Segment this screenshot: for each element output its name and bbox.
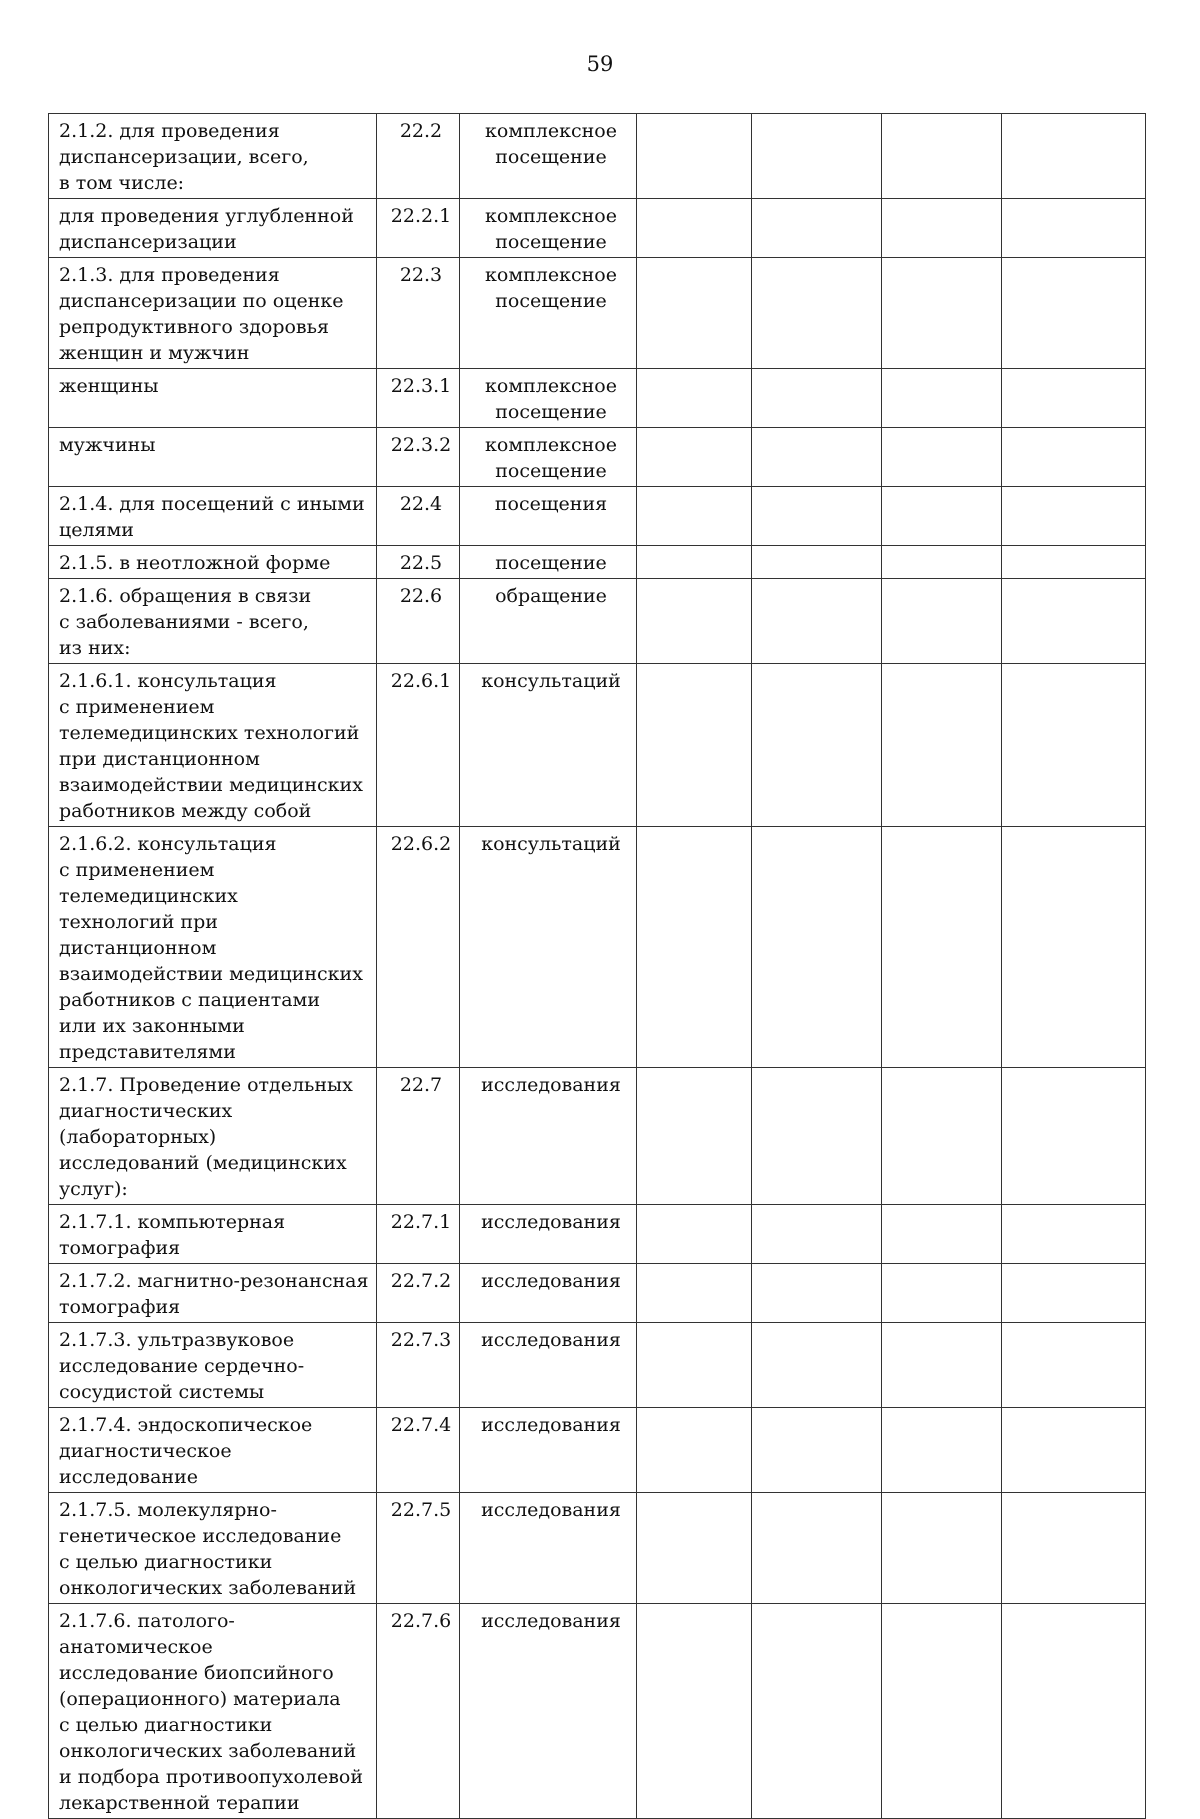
empty-value-cell — [752, 114, 882, 199]
empty-value-cell — [637, 369, 752, 428]
table-row — [49, 1068, 1146, 1205]
empty-value-cell — [637, 487, 752, 546]
name-cell: 2.1.2. для проведения диспансеризации, всего, в том числе: — [49, 114, 377, 199]
empty-value-cell — [752, 1323, 882, 1408]
empty-value-cell — [637, 1408, 752, 1493]
empty-value-cell — [1002, 1323, 1146, 1408]
table-row — [49, 487, 1146, 546]
unit-cell: комплексное посещение — [460, 428, 637, 487]
empty-value-cell — [882, 546, 1002, 579]
empty-value-cell — [637, 428, 752, 487]
code-cell: 22.7.6 — [377, 1604, 460, 1819]
empty-value-cell — [1002, 258, 1146, 369]
empty-value-cell — [637, 1323, 752, 1408]
empty-value-cell — [752, 369, 882, 428]
unit-cell: исследования — [460, 1408, 637, 1493]
unit-cell: исследования — [460, 1493, 637, 1604]
empty-value-cell — [637, 1205, 752, 1264]
empty-value-cell — [882, 579, 1002, 664]
code-cell: 22.3.1 — [377, 369, 460, 428]
empty-value-cell — [752, 1604, 882, 1819]
empty-value-cell — [752, 428, 882, 487]
empty-value-cell — [752, 1205, 882, 1264]
empty-value-cell — [1002, 1604, 1146, 1819]
code-cell: 22.7.2 — [377, 1264, 460, 1323]
empty-value-cell — [752, 487, 882, 546]
name-cell: 2.1.7.4. эндоскопическое диагностическое исследование — [49, 1408, 377, 1493]
code-cell: 22.7.1 — [377, 1205, 460, 1264]
code-cell: 22.2.1 — [377, 199, 460, 258]
unit-cell: исследования — [460, 1068, 637, 1205]
empty-value-cell — [882, 1408, 1002, 1493]
empty-value-cell — [882, 1205, 1002, 1264]
unit-cell: посещения — [460, 487, 637, 546]
unit-cell: комплексное посещение — [460, 114, 637, 199]
empty-value-cell — [1002, 369, 1146, 428]
empty-value-cell — [637, 664, 752, 827]
table-row — [49, 1408, 1146, 1493]
table-row — [49, 1205, 1146, 1264]
empty-value-cell — [882, 114, 1002, 199]
empty-value-cell — [752, 258, 882, 369]
name-cell: 2.1.7.2. магнитно-резонансная томография — [49, 1264, 377, 1323]
empty-value-cell — [1002, 1408, 1146, 1493]
unit-cell: комплексное посещение — [460, 369, 637, 428]
empty-value-cell — [882, 369, 1002, 428]
empty-value-cell — [1002, 827, 1146, 1068]
unit-cell: посещение — [460, 546, 637, 579]
empty-value-cell — [882, 487, 1002, 546]
code-cell: 22.6 — [377, 579, 460, 664]
unit-cell: исследования — [460, 1323, 637, 1408]
empty-value-cell — [752, 546, 882, 579]
empty-value-cell — [637, 1604, 752, 1819]
name-cell: 2.1.5. в неотложной форме — [49, 546, 377, 579]
name-cell: 2.1.7.1. компьютерная томография — [49, 1205, 377, 1264]
table-row — [49, 1604, 1146, 1819]
table-row — [49, 546, 1146, 579]
code-cell: 22.7.3 — [377, 1323, 460, 1408]
name-cell: 2.1.7.5. молекулярно- генетическое исследование с целью диагностики онкологических заболеваний — [49, 1493, 377, 1604]
code-cell: 22.3 — [377, 258, 460, 369]
table-row — [49, 428, 1146, 487]
empty-value-cell — [882, 1068, 1002, 1205]
code-cell: 22.6.1 — [377, 664, 460, 827]
table-row — [49, 258, 1146, 369]
empty-value-cell — [637, 546, 752, 579]
code-cell: 22.5 — [377, 546, 460, 579]
empty-value-cell — [637, 827, 752, 1068]
name-cell: 2.1.4. для посещений с иными целями — [49, 487, 377, 546]
empty-value-cell — [1002, 1068, 1146, 1205]
code-cell: 22.7.5 — [377, 1493, 460, 1604]
empty-value-cell — [752, 1493, 882, 1604]
empty-value-cell — [752, 1264, 882, 1323]
empty-value-cell — [752, 827, 882, 1068]
unit-cell: обращение — [460, 579, 637, 664]
name-cell: женщины — [49, 369, 377, 428]
empty-value-cell — [752, 664, 882, 827]
empty-value-cell — [637, 1068, 752, 1205]
code-cell: 22.2 — [377, 114, 460, 199]
empty-value-cell — [1002, 428, 1146, 487]
empty-value-cell — [1002, 199, 1146, 258]
empty-value-cell — [882, 1323, 1002, 1408]
name-cell: 2.1.3. для проведения диспансеризации по оценке репродуктивного здоровья женщин и мужчин — [49, 258, 377, 369]
code-cell: 22.7 — [377, 1068, 460, 1205]
name-cell: 2.1.6.2. консультация с применением телемедицинских технологий при дистанционном взаимодействии медицинских работников с пациентами или их законными представителями — [49, 827, 377, 1068]
name-cell: 2.1.7.6. патолого-анатомическое исследование биопсийного (операционного) материала с целью диагностики онкологических заболеваний и подбора противоопухолевой лекарственной терапии — [49, 1604, 377, 1819]
code-cell: 22.4 — [377, 487, 460, 546]
empty-value-cell — [637, 1493, 752, 1604]
empty-value-cell — [752, 579, 882, 664]
table-row — [49, 827, 1146, 1068]
empty-value-cell — [1002, 1264, 1146, 1323]
table-row — [49, 664, 1146, 827]
empty-value-cell — [637, 1264, 752, 1323]
unit-cell: консультаций — [460, 664, 637, 827]
empty-value-cell — [637, 258, 752, 369]
empty-value-cell — [637, 114, 752, 199]
table-row — [49, 369, 1146, 428]
empty-value-cell — [1002, 114, 1146, 199]
unit-cell: комплексное посещение — [460, 258, 637, 369]
name-cell: 2.1.7.3. ультразвуковое исследование сердечно- сосудистой системы — [49, 1323, 377, 1408]
empty-value-cell — [1002, 664, 1146, 827]
name-cell: мужчины — [49, 428, 377, 487]
name-cell: 2.1.6. обращения в связи с заболеваниями - всего, из них: — [49, 579, 377, 664]
empty-value-cell — [752, 199, 882, 258]
empty-value-cell — [637, 579, 752, 664]
table-body — [49, 114, 1146, 1819]
empty-value-cell — [637, 199, 752, 258]
data-table — [48, 113, 1146, 1819]
unit-cell: консультаций — [460, 827, 637, 1068]
empty-value-cell — [1002, 1493, 1146, 1604]
table-row — [49, 114, 1146, 199]
table-row — [49, 579, 1146, 664]
unit-cell: исследования — [460, 1604, 637, 1819]
empty-value-cell — [882, 1264, 1002, 1323]
code-cell: 22.3.2 — [377, 428, 460, 487]
unit-cell: исследования — [460, 1264, 637, 1323]
unit-cell: исследования — [460, 1205, 637, 1264]
empty-value-cell — [1002, 546, 1146, 579]
code-cell: 22.7.4 — [377, 1408, 460, 1493]
empty-value-cell — [882, 827, 1002, 1068]
empty-value-cell — [1002, 579, 1146, 664]
unit-cell: комплексное посещение — [460, 199, 637, 258]
code-cell: 22.6.2 — [377, 827, 460, 1068]
empty-value-cell — [882, 664, 1002, 827]
empty-value-cell — [882, 199, 1002, 258]
empty-value-cell — [882, 258, 1002, 369]
table-row — [49, 1264, 1146, 1323]
empty-value-cell — [1002, 487, 1146, 546]
empty-value-cell — [752, 1408, 882, 1493]
empty-value-cell — [882, 1493, 1002, 1604]
name-cell: для проведения углубленной диспансеризации — [49, 199, 377, 258]
name-cell: 2.1.7. Проведение отдельных диагностических (лабораторных) исследований (медицинских услуг): — [49, 1068, 377, 1205]
page-number: 59 — [586, 52, 614, 76]
empty-value-cell — [1002, 1205, 1146, 1264]
empty-value-cell — [882, 1604, 1002, 1819]
name-cell: 2.1.6.1. консультация с применением телемедицинских технологий при дистанционном взаимодействии медицинских работников между собой — [49, 664, 377, 827]
empty-value-cell — [752, 1068, 882, 1205]
table-row — [49, 1323, 1146, 1408]
table-row — [49, 1493, 1146, 1604]
empty-value-cell — [882, 428, 1002, 487]
table-row — [49, 199, 1146, 258]
